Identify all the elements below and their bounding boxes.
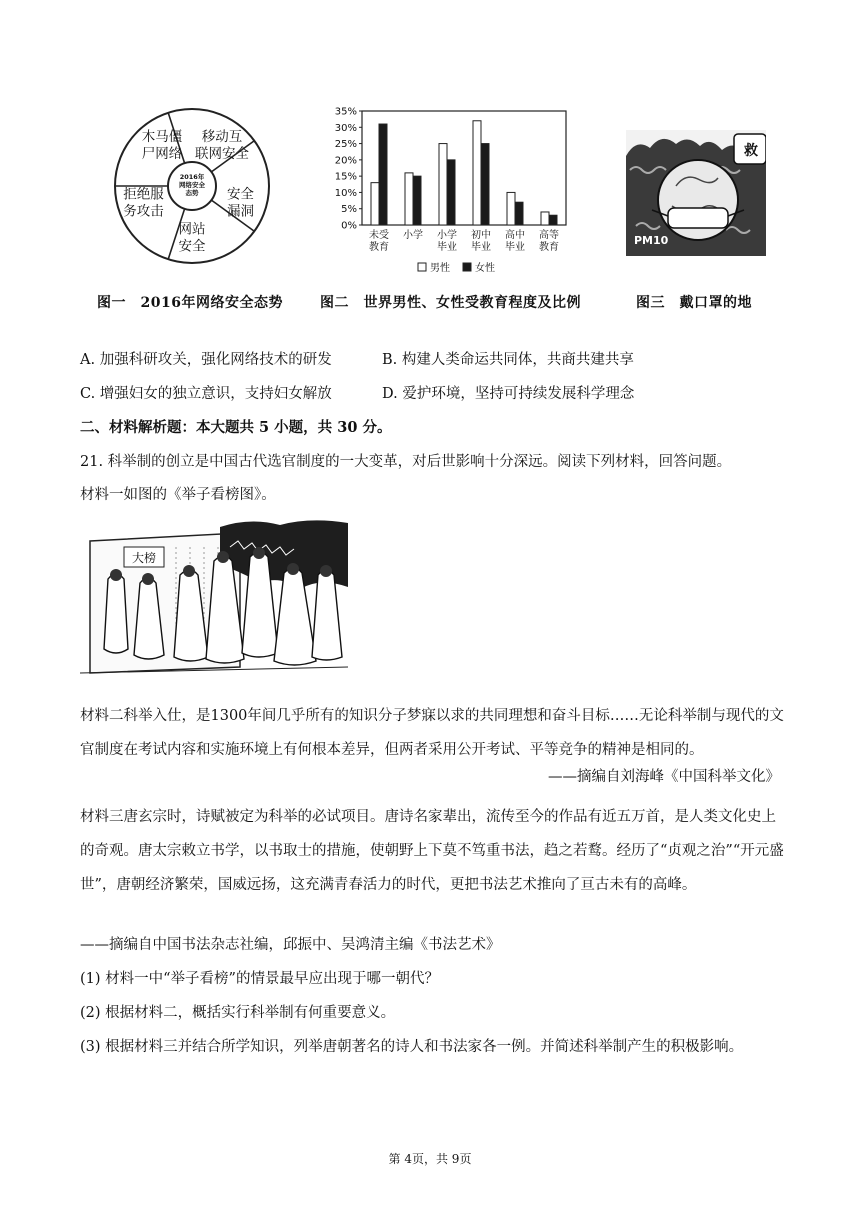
material-2-source: ——摘编自刘海峰《中国科举文化》 [548,769,780,785]
question-21-stem: 21. 科举制的创立是中国古代选官制度的一大变革，对后世影响十分深远。阅读下列材料，回答问题。 [80,454,732,470]
bar-male [541,212,549,225]
material-2-text: 材料二科举入仕，是1300年间几乎所有的知识分子梦寐以求的共同理想和奋斗目标……无论科举制与现代的文官制度在考试内容和实施环境上有何根本差异，但两者采用公开考试、平等竞争的精神是相同的。 [80,708,784,758]
pie-segment-label [142,128,183,162]
y-tick-label: 20% [334,155,357,167]
figure2-education-chart [328,102,573,280]
page-footer: 第 4页，共 9页 [388,1152,472,1166]
svg-text:救: 救 [744,143,758,159]
svg-text:木马僵: 木马僵 [141,129,183,146]
figure1-security-diagram [112,106,272,266]
section-heading: 二、材料解析题：本大题共 5 小题，共 30 分。 [80,419,392,436]
y-tick-label: 15% [334,171,357,183]
bar-male [439,144,447,225]
figure2-caption: 图二 世界男性、女性受教育程度及比例 [320,295,581,311]
bar-female [447,160,455,225]
bar-female [379,124,387,225]
pie-segment-label [195,128,249,162]
pie-segment-label [123,185,164,219]
svg-text:移动互: 移动互 [201,129,243,146]
svg-text:漏洞: 漏洞 [227,203,255,220]
option-d: D. 爱护环境，坚持可持续发展科学理念 [382,386,635,402]
legend-swatch [463,263,471,271]
x-tick-label: 毕业 [505,242,525,253]
option-a: A. 加强科研攻关，强化网络技术的研发 [80,352,332,368]
bar-female [413,176,421,225]
svg-text:安全: 安全 [178,238,206,255]
svg-text:PM10: PM10 [634,234,669,247]
bar-female [549,215,557,225]
bar-male [473,121,481,225]
legend-label: 男性 [430,263,450,274]
x-tick-label: 小学 [437,230,457,241]
pie-center-text: 2016年 [179,173,205,181]
x-tick-label: 小学 [403,230,423,241]
x-tick-label: 教育 [539,242,559,253]
y-tick-label: 35% [334,106,357,118]
y-tick-label: 5% [341,204,357,216]
svg-text:大榜: 大榜 [132,551,157,565]
y-tick-label: 10% [334,187,357,199]
chart-frame [362,111,566,225]
bar-male [507,192,515,225]
bar-female [481,144,489,225]
legend-swatch [418,263,426,271]
x-tick-label: 未受 [369,230,389,241]
pie-center-text: 态势 [185,189,199,197]
x-tick-label: 毕业 [437,242,457,253]
question-21-2: (2) 根据材料二，概括实行科举制有何重要意义。 [80,1005,396,1021]
bar-female [515,202,523,225]
x-tick-label: 毕业 [471,242,491,253]
option-c: C. 增强妇女的独立意识，支持妇女解放 [80,386,332,402]
svg-text:网站: 网站 [178,221,206,238]
svg-text:务攻击: 务攻击 [123,203,164,220]
y-tick-label: 25% [334,139,357,151]
figure3-caption: 图三 戴口罩的地 [636,295,752,311]
bar-male [371,183,379,225]
pie-center-text: 网络安全 [179,181,205,189]
x-tick-label: 教育 [369,242,389,253]
x-tick-label: 高中 [505,230,525,241]
bar-male [405,173,413,225]
question-21-1: (1) 材料一中“举子看榜”的情景最早应出现于哪一朝代？ [80,971,439,987]
jinshi-list-illustration [80,517,348,685]
figure3-cartoon-image [626,130,766,256]
legend-label: 女性 [475,263,495,274]
y-tick-label: 0% [341,220,357,232]
material-3-text: 材料三唐玄宗时，诗赋被定为科举的必试项目。唐诗名家辈出，流传至今的作品有近五万首，是人类文化史上的奇观。唐太宗敕立书学，以书取士的措施，使朝野上下莫不笃重书法，趋之若鹜。经历了“贞观之治”“开元盛世”，唐朝经济繁荣，国威远扬，这充满青春活力的时代，更把书法艺术推向了亘古未有的高峰。 [80,809,784,893]
figure1-caption: 图一 2016年网络安全态势 [97,295,283,311]
x-tick-label: 高等 [539,230,559,241]
x-tick-label: 初中 [471,230,491,241]
material-3-source: ——摘编自中国书法杂志社编，邱振中、吴鸿清主编《书法艺术》 [80,937,501,953]
option-b: B. 构建人类命运共同体，共商共建共享 [382,352,634,368]
question-21-3: (3) 根据材料三并结合所学知识，列举唐朝著名的诗人和书法家各一例。并简述科举制产生的积极影响。 [80,1039,744,1055]
svg-text:尸网络: 尸网络 [141,146,183,163]
svg-text:联网安全: 联网安全 [194,146,249,163]
material-1-text: 材料一如图的《举子看榜图》。 [80,487,276,503]
svg-text:安全: 安全 [227,186,255,203]
svg-text:拒绝服: 拒绝服 [123,186,164,203]
pie-segment-label [227,186,254,219]
y-tick-label: 30% [334,122,357,134]
